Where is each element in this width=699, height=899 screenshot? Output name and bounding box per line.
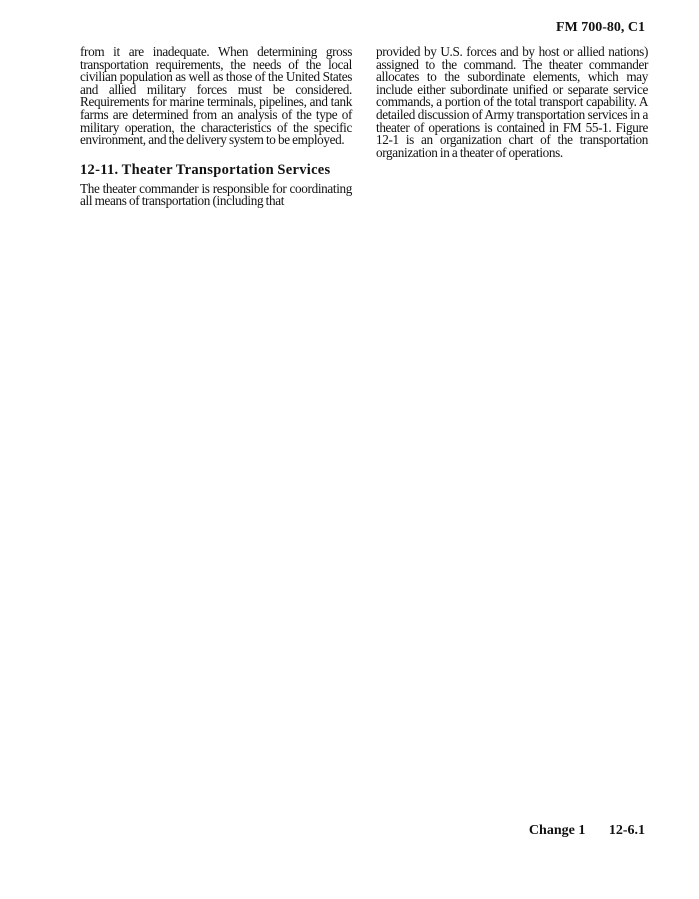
document-id-header: FM 700-80, C1 bbox=[555, 20, 645, 35]
right-column bbox=[376, 46, 648, 159]
body-paragraph: The theater commander is responsible for coordinating all means of transportation (including that bbox=[80, 180, 352, 209]
body-paragraph: from it are inadequate. When determining gross transportation requirements, the needs of the local civilian population as well as those of the United States and allied military forces must be considered. Requirements for marine terminals, pipelines, and tank farms are determined from an analysis of the type of military operation, the characteristics of the specific environment, and the delivery system to be employed. bbox=[80, 44, 352, 148]
page-footer bbox=[529, 823, 645, 839]
page-number: 12-6.1 bbox=[608, 823, 645, 838]
left-column bbox=[80, 46, 352, 208]
body-paragraph: provided by U.S. forces and by host or allied nations) assigned to the command. The theater commander allocates to the subordinate elements, which may include either subordinate unified or separate service commands, a portion of the total transport capability. A detailed discussion of Army transportation services in a theater of operations is contained in FM 55-1. Figure 12-1 is an organization chart of the transportation organization in a theater of operations. bbox=[376, 44, 648, 160]
change-label: Change 1 bbox=[528, 823, 586, 838]
section-heading: 12-11. Theater Transportation Services bbox=[80, 161, 331, 178]
